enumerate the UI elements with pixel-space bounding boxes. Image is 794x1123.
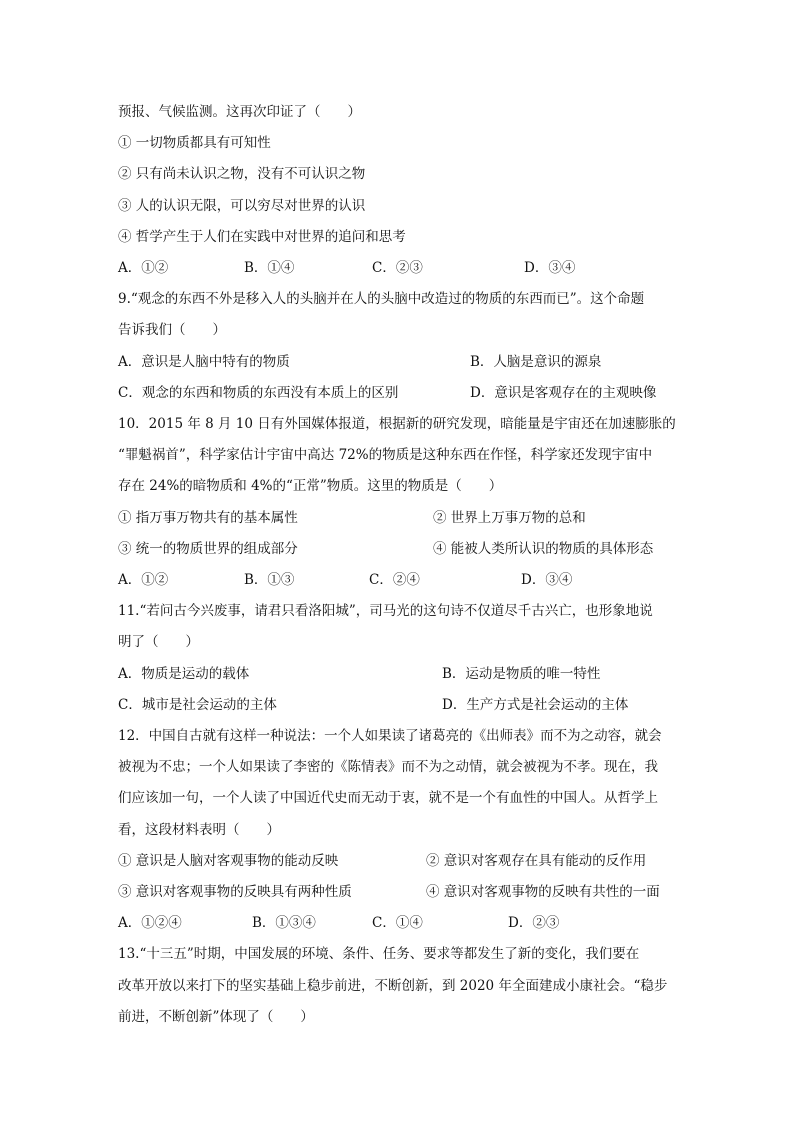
q12-item-3: ③ 意识对客观事物的反映具有两种性质 bbox=[118, 884, 352, 900]
q10-item-1: ① 指万事万物共有的基本属性 bbox=[118, 510, 298, 526]
q12-item-1: ① 意识是人脑对客观事物的能动反映 bbox=[118, 853, 339, 869]
q13-stem-line-1: 13.“十三五”时期，中国发展的环境、条件、任务、要求等都发生了新的变化，我们要在 bbox=[118, 946, 640, 962]
q10-stem-line-3: 存在 24%的暗物质和 4%的“正常”物质。这里的物质是（ ） bbox=[118, 478, 503, 494]
q10-stem-line-1: 10．2015 年 8 月 10 日有外国媒体报道，根据新的研究发现，暗能量是宇宙还在加速膨胀的 bbox=[118, 416, 676, 432]
q11-stem-line-2: 明了（ ） bbox=[118, 634, 199, 650]
q9-option-a: A．意识是人脑中特有的物质 bbox=[118, 354, 290, 370]
q8-option-c: C．②③ bbox=[372, 260, 423, 276]
q8-item-3: ③ 人的认识无限，可以穷尽对世界的认识 bbox=[118, 198, 366, 214]
q10-item-2: ② 世界上万事万物的总和 bbox=[433, 510, 586, 526]
q12-option-d: D．②③ bbox=[508, 915, 560, 931]
q11-option-b: B．运动是物质的唯一特性 bbox=[442, 666, 601, 682]
q12-stem-line-4: 看，这段材料表明（ ） bbox=[118, 822, 280, 838]
q10-option-d: D．③④ bbox=[521, 572, 573, 588]
q12-stem-line-1: 12．中国自古就有这样一种说法：一个人如果读了诸葛亮的《出师表》而不为之动容，就会 bbox=[118, 728, 662, 744]
q9-option-d: D．意识是客观存在的主观映像 bbox=[470, 385, 657, 401]
q8-option-b: B．①④ bbox=[244, 260, 295, 276]
q11-option-a: A．物质是运动的载体 bbox=[118, 666, 250, 682]
q8-option-a: A．①② bbox=[118, 260, 169, 276]
q8-item-1: ① 一切物质都具有可知性 bbox=[118, 135, 271, 151]
q10-item-4: ④ 能被人类所认识的物质的具体形态 bbox=[433, 541, 654, 557]
q12-option-b: B．①③④ bbox=[252, 915, 316, 931]
q10-option-c: C．②④ bbox=[369, 572, 420, 588]
q9-option-b: B．人脑是意识的源泉 bbox=[470, 354, 602, 370]
q13-stem-line-2: 改革开放以来打下的坚实基础上稳步前进，不断创新，到 2020 年全面建成小康社会。“稳步 bbox=[118, 978, 668, 994]
q12-item-4: ④ 意识对客观事物的反映有共性的一面 bbox=[426, 884, 660, 900]
q10-item-3: ③ 统一的物质世界的组成部分 bbox=[118, 541, 298, 557]
q8-item-4: ④ 哲学产生于人们在实践中对世界的追问和思考 bbox=[118, 229, 406, 245]
q12-option-c: C．①④ bbox=[372, 915, 423, 931]
q9-stem-line-2: 告诉我们（ ） bbox=[118, 322, 226, 338]
q8-item-2: ② 只有尚未认识之物，没有不可认识之物 bbox=[118, 166, 366, 182]
q12-item-2: ② 意识对客观存在具有能动的反作用 bbox=[426, 853, 647, 869]
q10-option-a: A．①② bbox=[118, 572, 169, 588]
q12-stem-line-3: 们应该加一句，一个人读了中国近代史而无动于衷，就不是一个有血性的中国人。从哲学上 bbox=[118, 790, 658, 806]
q8-stem-tail: 预报、气候监测。这再次印证了（ ） bbox=[118, 104, 361, 120]
q11-option-d: D．生产方式是社会运动的主体 bbox=[442, 697, 629, 713]
q9-option-c: C．观念的东西和物质的东西没有本质上的区别 bbox=[118, 385, 399, 401]
q11-option-c: C．城市是社会运动的主体 bbox=[118, 697, 277, 713]
q8-option-d: D．③④ bbox=[524, 260, 576, 276]
q10-option-b: B．①③ bbox=[244, 572, 295, 588]
q11-stem-line-1: 11.“若问古今兴废事，请君只看洛阳城”，司马光的这句诗不仅道尽千古兴亡，也形象地说 bbox=[118, 603, 653, 619]
q10-stem-line-2: “罪魁祸首”，科学家估计宇宙中高达 72%的物质是这种东西在作怪，科学家还发现宇宙中 bbox=[118, 447, 653, 463]
q12-stem-line-2: 被视为不忠；一个人如果读了李密的《陈情表》而不为之动情，就会被视为不孝。现在，我 bbox=[118, 759, 658, 775]
q13-stem-line-3: 前进，不断创新”体现了（ ） bbox=[118, 1009, 314, 1025]
q12-option-a: A．①②④ bbox=[118, 915, 182, 931]
q9-stem-line-1: 9.“观念的东西不外是移入人的头脑并在人的头脑中改造过的物质的东西而已”。这个命题 bbox=[118, 291, 645, 307]
